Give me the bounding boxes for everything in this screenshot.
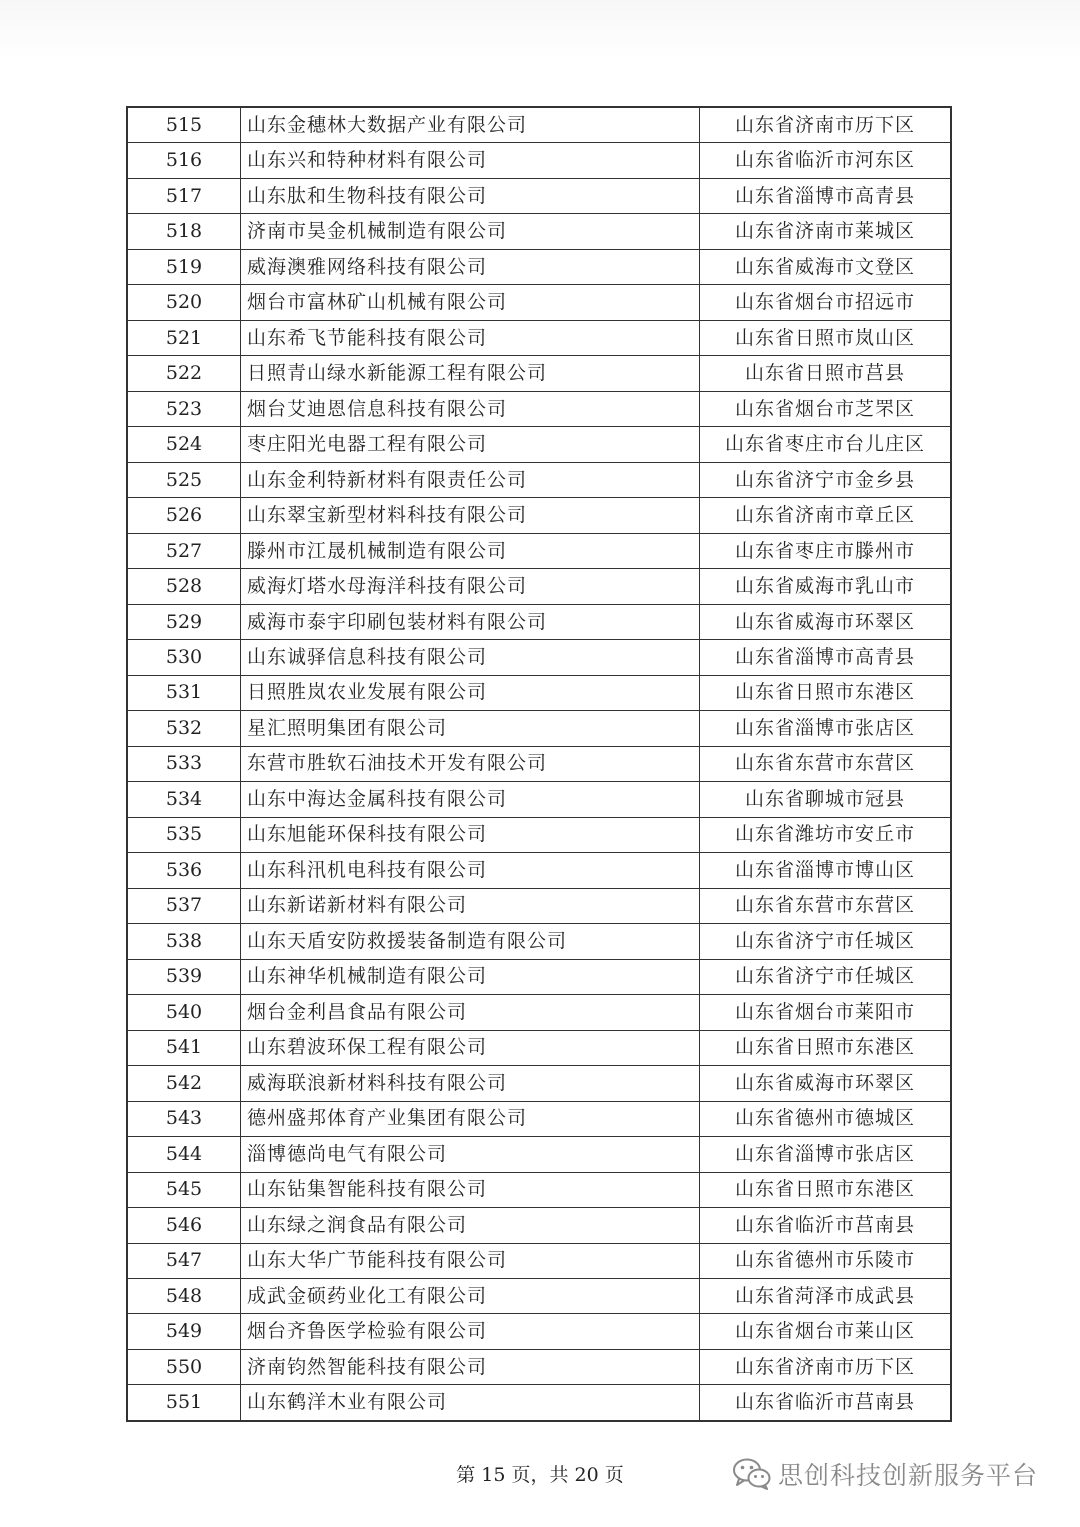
row-number: 536 [127,853,241,888]
region: 山东省威海市文登区 [700,249,952,284]
row-number: 551 [127,1385,241,1421]
table-row [127,356,951,391]
table-row [127,178,951,213]
watermark-text: 思创科技创新服务平台 [778,1461,1039,1490]
region: 山东省济宁市任城区 [700,959,952,994]
company-name: 山东碧波环保工程有限公司 [241,1030,700,1065]
company-name: 济南市昊金机械制造有限公司 [241,214,700,249]
company-name: 威海市泰宇印刷包装材料有限公司 [241,604,700,639]
table-row [127,249,951,284]
region: 山东省济宁市任城区 [700,924,952,959]
row-number: 541 [127,1030,241,1065]
company-name: 星汇照明集团有限公司 [241,711,700,746]
row-number: 517 [127,178,241,213]
table-row [127,1208,951,1243]
region: 山东省济南市历下区 [700,107,952,143]
region: 山东省日照市莒县 [700,356,952,391]
company-name: 成武金硕药业化工有限公司 [241,1278,700,1313]
table-row [127,569,951,604]
region: 山东省烟台市莱山区 [700,1314,952,1349]
company-name: 德州盛邦体育产业集团有限公司 [241,1101,700,1136]
table-row [127,640,951,675]
row-number: 520 [127,285,241,320]
company-name: 烟台艾迪恩信息科技有限公司 [241,391,700,426]
row-number: 529 [127,604,241,639]
table-row [127,782,951,817]
region: 山东省枣庄市台儿庄区 [700,427,952,462]
region: 山东省淄博市张店区 [700,711,952,746]
row-number: 548 [127,1278,241,1313]
table-row [127,1385,951,1421]
company-name: 枣庄阳光电器工程有限公司 [241,427,700,462]
table-row [127,711,951,746]
table-row [127,1314,951,1349]
row-number: 542 [127,1066,241,1101]
company-name: 山东肽和生物科技有限公司 [241,178,700,213]
table-row [127,498,951,533]
company-name: 山东金穗林大数据产业有限公司 [241,107,700,143]
table-row [127,1349,951,1384]
table-row [127,285,951,320]
page-number: 第 15 页，共 20 页 [456,1464,624,1486]
row-number: 521 [127,320,241,355]
row-number: 532 [127,711,241,746]
table-row [127,391,951,426]
company-list-table [126,106,952,1422]
row-number: 528 [127,569,241,604]
region: 山东省日照市东港区 [700,1172,952,1207]
row-number: 531 [127,675,241,710]
wechat-icon [732,1457,772,1491]
company-name: 山东绿之润食品有限公司 [241,1208,700,1243]
table-row [127,1030,951,1065]
row-number: 527 [127,533,241,568]
company-name: 山东大华广节能科技有限公司 [241,1243,700,1278]
region: 山东省济南市历下区 [700,1349,952,1384]
table-row [127,1243,951,1278]
row-number: 544 [127,1137,241,1172]
region: 山东省日照市岚山区 [700,320,952,355]
row-number: 522 [127,356,241,391]
company-name: 烟台金利昌食品有限公司 [241,995,700,1030]
region: 山东省日照市东港区 [700,675,952,710]
row-number: 545 [127,1172,241,1207]
region: 山东省烟台市芝罘区 [700,391,952,426]
company-name: 山东希飞节能科技有限公司 [241,320,700,355]
company-name: 山东金利特新材料有限责任公司 [241,462,700,497]
region: 山东省临沂市河东区 [700,143,952,178]
table-row [127,604,951,639]
table-row [127,427,951,462]
company-name: 东营市胜软石油技术开发有限公司 [241,746,700,781]
company-name: 威海联浪新材料科技有限公司 [241,1066,700,1101]
table-row [127,817,951,852]
company-name: 山东鹤洋木业有限公司 [241,1385,700,1421]
row-number: 516 [127,143,241,178]
row-number: 526 [127,498,241,533]
region: 山东省东营市东营区 [700,746,952,781]
table-row [127,320,951,355]
company-name: 山东钻集智能科技有限公司 [241,1172,700,1207]
row-number: 537 [127,888,241,923]
row-number: 549 [127,1314,241,1349]
company-list-body [127,107,951,1421]
region: 山东省烟台市招远市 [700,285,952,320]
company-name: 山东翠宝新型材料科技有限公司 [241,498,700,533]
row-number: 538 [127,924,241,959]
region: 山东省烟台市莱阳市 [700,995,952,1030]
row-number: 535 [127,817,241,852]
company-name: 山东旭能环保科技有限公司 [241,817,700,852]
row-number: 523 [127,391,241,426]
company-name: 山东天盾安防救援装备制造有限公司 [241,924,700,959]
table-row [127,1137,951,1172]
region: 山东省东营市东营区 [700,888,952,923]
region: 山东省临沂市莒南县 [700,1385,952,1421]
region: 山东省淄博市高青县 [700,640,952,675]
region: 山东省济南市章丘区 [700,498,952,533]
region: 山东省威海市环翠区 [700,1066,952,1101]
page-top-shade [0,0,1080,60]
row-number: 515 [127,107,241,143]
table-row [127,462,951,497]
region: 山东省德州市德城区 [700,1101,952,1136]
company-name: 山东中海达金属科技有限公司 [241,782,700,817]
row-number: 550 [127,1349,241,1384]
row-number: 540 [127,995,241,1030]
company-name: 滕州市江晟机械制造有限公司 [241,533,700,568]
row-number: 543 [127,1101,241,1136]
table-row [127,853,951,888]
company-name: 威海澳雅网络科技有限公司 [241,249,700,284]
region: 山东省济南市莱城区 [700,214,952,249]
company-name: 淄博德尚电气有限公司 [241,1137,700,1172]
region: 山东省枣庄市滕州市 [700,533,952,568]
row-number: 525 [127,462,241,497]
table-row [127,995,951,1030]
table-row [127,924,951,959]
company-name: 烟台市富林矿山机械有限公司 [241,285,700,320]
row-number: 519 [127,249,241,284]
row-number: 547 [127,1243,241,1278]
table-row [127,746,951,781]
region: 山东省临沂市莒南县 [700,1208,952,1243]
table-row [127,107,951,143]
company-name: 山东神华机械制造有限公司 [241,959,700,994]
table-row [127,1066,951,1101]
table-row [127,1278,951,1313]
region: 山东省淄博市博山区 [700,853,952,888]
table-row [127,888,951,923]
watermark [732,1456,1038,1492]
table-row [127,959,951,994]
table-row [127,675,951,710]
region: 山东省潍坊市安丘市 [700,817,952,852]
region: 山东省淄博市高青县 [700,178,952,213]
company-name: 日照青山绿水新能源工程有限公司 [241,356,700,391]
region: 山东省德州市乐陵市 [700,1243,952,1278]
company-name: 济南钧然智能科技有限公司 [241,1349,700,1384]
region: 山东省威海市环翠区 [700,604,952,639]
region: 山东省威海市乳山市 [700,569,952,604]
row-number: 518 [127,214,241,249]
company-name: 威海灯塔水母海洋科技有限公司 [241,569,700,604]
company-name: 山东科汛机电科技有限公司 [241,853,700,888]
company-name: 烟台齐鲁医学检验有限公司 [241,1314,700,1349]
table-row [127,143,951,178]
table-row [127,214,951,249]
row-number: 546 [127,1208,241,1243]
region: 山东省聊城市冠县 [700,782,952,817]
company-name: 日照胜岚农业发展有限公司 [241,675,700,710]
region: 山东省淄博市张店区 [700,1137,952,1172]
company-name: 山东兴和特种材料有限公司 [241,143,700,178]
row-number: 539 [127,959,241,994]
table-row [127,533,951,568]
row-number: 534 [127,782,241,817]
row-number: 524 [127,427,241,462]
region: 山东省济宁市金乡县 [700,462,952,497]
table-row [127,1101,951,1136]
company-name: 山东诚驿信息科技有限公司 [241,640,700,675]
company-name: 山东新诺新材料有限公司 [241,888,700,923]
region: 山东省日照市东港区 [700,1030,952,1065]
table-row [127,1172,951,1207]
row-number: 533 [127,746,241,781]
row-number: 530 [127,640,241,675]
region: 山东省菏泽市成武县 [700,1278,952,1313]
